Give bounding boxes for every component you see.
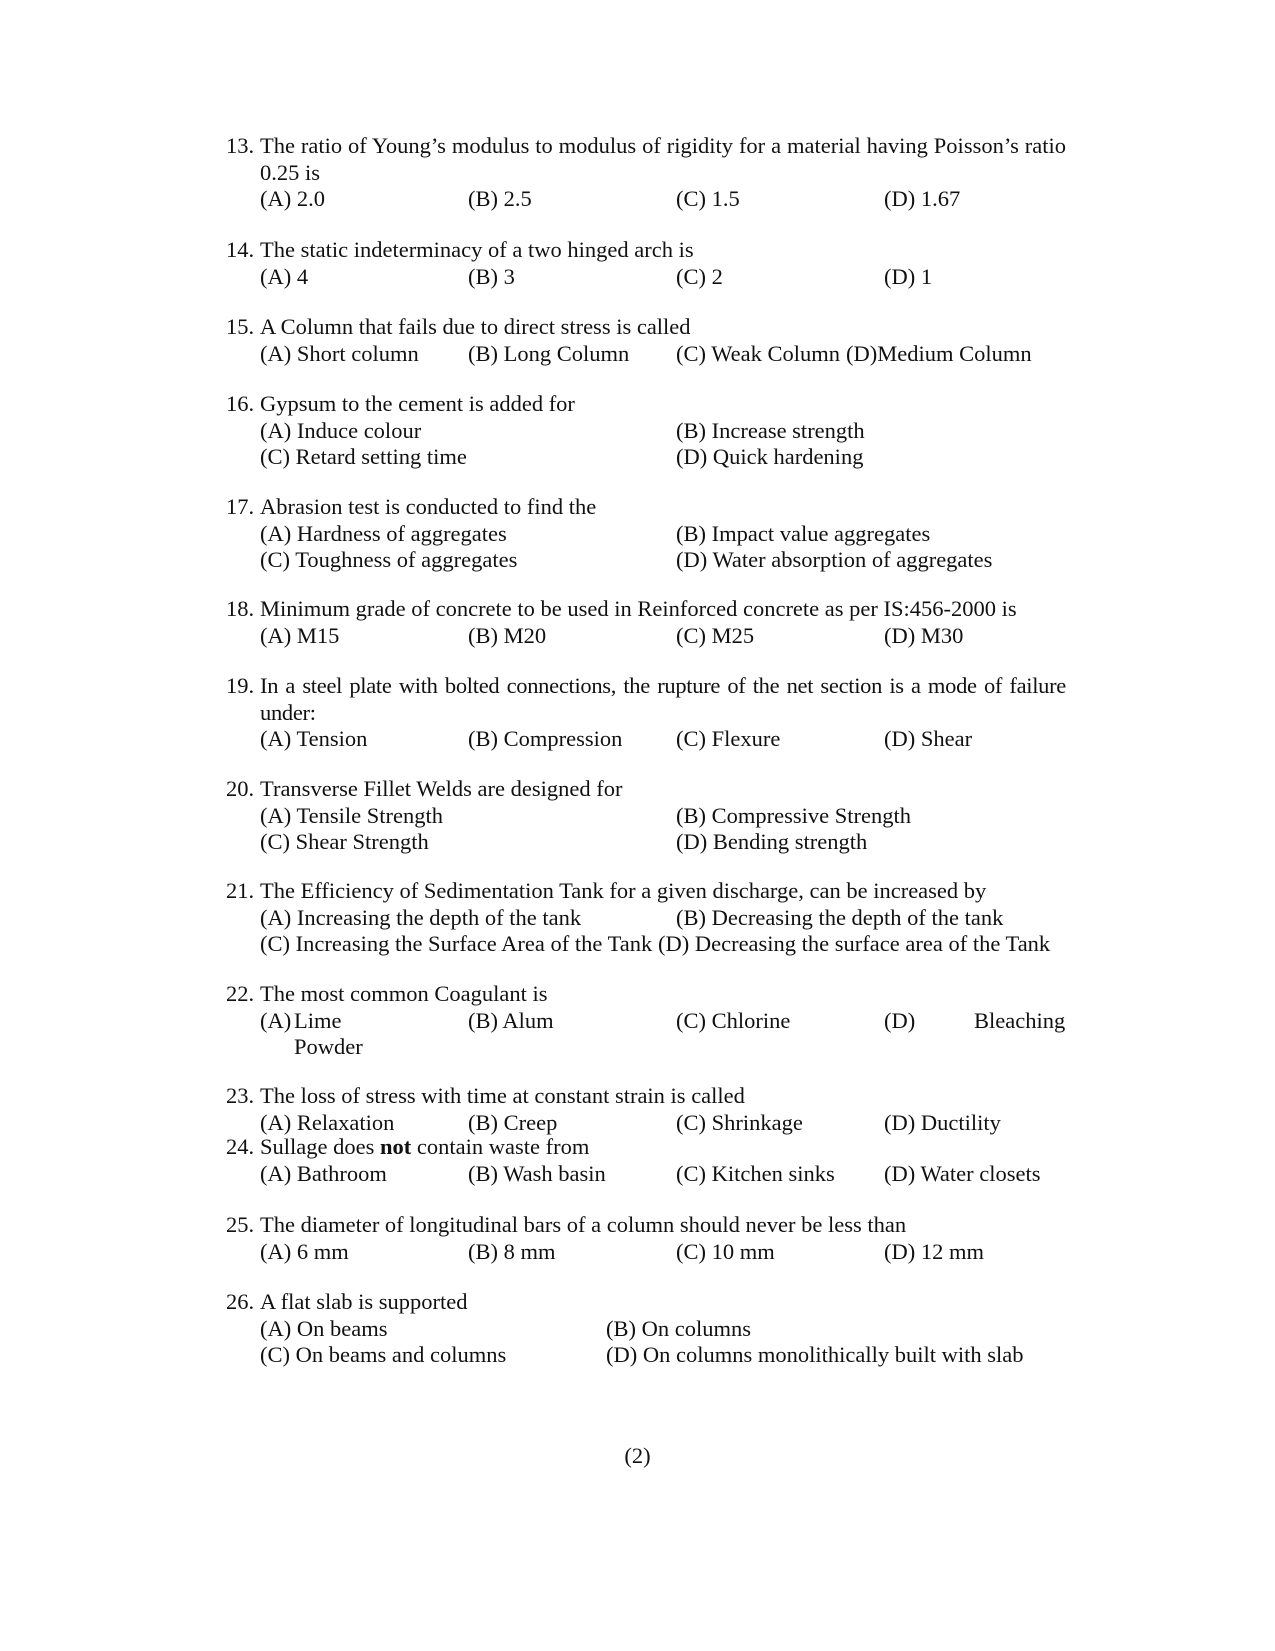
option-row [260,341,1066,368]
option-a: (A) Hardness of aggregates [260,520,507,546]
question-number: 16. [226,391,255,416]
question-text: The Efficiency of Sedimentation Tank for a given discharge, can be increased by [260,878,987,903]
question-number: 22. [226,981,255,1006]
option-d: (D) On columns monolithically built with slab [606,1342,1024,1367]
option-c: (C) Flexure [676,726,781,751]
option-row [260,1316,1066,1343]
question-15 [226,314,1066,367]
option-c: (C) 2 [676,263,723,289]
option-b: (B) M20 [468,622,547,648]
option-row [260,931,1066,958]
option-row [260,1008,1066,1061]
question-text: The most common Coagulant is [260,981,548,1006]
question-stem [226,673,1066,726]
option-d: (D)Medium Column [846,340,1032,366]
option-a: (A) Tension [260,726,368,751]
option-a: (A) Tensile Strength [260,802,443,828]
question-25 [226,1212,1066,1265]
option-b: (B) Compressive Strength [676,802,911,828]
option-d: (D) Quick hardening [676,444,864,469]
question-16 [226,391,1066,471]
question-number: 14. [226,237,255,262]
option-b: (B) Alum [468,1007,554,1033]
question-text: The diameter of longitudinal bars of a column should never be less than [260,1212,907,1237]
question-22 [226,981,1066,1061]
question-stem [226,1083,1066,1110]
option-d: (D) 1.67 [884,186,961,211]
question-text: Minimum grade of concrete to be used in Reinforced concrete as per IS:456-2000 is [260,596,1017,621]
option-c: (C) 10 mm [676,1238,775,1264]
question-text [260,1134,1066,1161]
option-row [260,1342,1066,1369]
option-c: (C) Toughness of aggregates [260,547,518,572]
option-d-label: (D) [884,1007,916,1033]
option-d: (D) Ductility [884,1109,1001,1135]
option-a: (A) Increasing the depth of the tank [260,904,582,930]
option-row [260,521,1066,548]
option-b: (B) 8 mm [468,1238,556,1264]
question-text: In a steel plate with bolted connections, the rupture of the net section is a mode of failure under: [260,673,1066,725]
option-a-label: (A) [260,1007,292,1033]
option-b: (B) Increase strength [676,417,865,443]
option-a: (A) Relaxation [260,1109,395,1135]
question-21 [226,878,1066,958]
question-stem [226,596,1066,623]
option-row [260,1239,1066,1266]
question-number: 26. [226,1289,255,1314]
option-d: (D) Water closets [884,1160,1041,1186]
question-text: A Column that fails due to direct stress is called [260,314,691,339]
option-row [260,1110,1066,1137]
option-row [260,1161,1066,1188]
question-stem [226,494,1066,521]
option-row [260,623,1066,650]
question-number: 21. [226,878,255,903]
question-13 [226,133,1066,213]
option-c: (C) Retard setting time [260,444,467,469]
question-17 [226,494,1066,574]
question-text: Abrasion test is conducted to find the [260,494,597,519]
option-row [260,186,1066,213]
option-row [260,905,1066,932]
option-d: (D) Shear [884,726,973,751]
option-c: (C) On beams and columns [260,1342,507,1367]
option-c: (C) Shear Strength [260,829,429,854]
question-text-part: Sullage does [260,1134,380,1159]
option-d: (D) 1 [884,263,933,289]
option-row [260,264,1066,291]
option-b: (B) Creep [468,1109,558,1135]
option-b: (B) Long Column [468,340,630,366]
option-c: (C) Kitchen sinks [676,1160,835,1186]
option-b: (B) Impact value aggregates [676,520,931,546]
question-number: 25. [226,1212,255,1237]
option-c: (C) 1.5 [676,186,740,211]
question-number: 23. [226,1083,255,1108]
question-20 [226,776,1066,856]
option-a-text: Lime [294,1007,342,1033]
option-d: (D) Bending strength [676,829,868,854]
question-14 [226,237,1066,290]
question-number: 18. [226,596,255,621]
option-c: (C) Increasing the Surface Area of the Tank [260,931,653,956]
question-text-part: contain waste from [411,1134,590,1159]
question-number: 15. [226,314,255,339]
question-number: 20. [226,776,255,801]
option-d-text-continued: Powder [294,1034,363,1059]
option-row [260,444,1066,471]
question-stem [226,314,1066,341]
question-text: Gypsum to the cement is added for [260,391,575,416]
option-d: (D) M30 [884,622,964,648]
page-number: (2) [624,1443,651,1468]
question-text: A flat slab is supported [260,1289,468,1314]
option-c: (C) Chlorine [676,1007,791,1033]
option-row [260,547,1066,574]
option-d: (D) 12 mm [884,1238,984,1264]
option-c: (C) Weak Column [676,340,841,366]
question-stem [226,1212,1066,1239]
option-d: (D) Water absorption of aggregates [676,547,993,572]
option-c: (C) Shrinkage [676,1109,803,1135]
option-d-text: Bleaching [974,1007,1066,1033]
question-number: 13. [226,133,255,158]
question-stem [226,1289,1066,1316]
option-row [260,726,1066,753]
question-stem [226,776,1066,803]
option-row [260,418,1066,445]
option-a: (A) 4 [260,263,309,289]
option-a: (A) Bathroom [260,1160,387,1186]
option-a: (A) 6 mm [260,1238,349,1264]
question-stem [226,981,1066,1008]
question-stem [226,237,1066,264]
option-a: (A) M15 [260,622,340,648]
question-number: 24. [226,1134,255,1159]
question-stem [226,1134,1066,1161]
question-number: 17. [226,494,255,519]
option-row [260,803,1066,830]
question-stem [226,391,1066,418]
option-b: (B) Decreasing the depth of the tank [676,904,1004,930]
question-23 [226,1083,1066,1136]
option-b: (B) 3 [468,263,515,289]
question-text: Transverse Fillet Welds are designed for [260,776,623,801]
option-c: (C) M25 [676,622,755,648]
question-text: The ratio of Young’s modulus to modulus of rigidity for a material having Poisson’s ratio 0.25 is [260,133,1066,185]
option-a: (A) On beams [260,1315,388,1341]
option-b: (B) 2.5 [468,186,532,211]
question-stem [226,133,1066,186]
option-b: (B) Compression [468,726,623,751]
option-a: (A) 2.0 [260,186,325,211]
option-a: (A) Short column [260,340,419,366]
question-text-emphasis: not [379,1134,412,1159]
question-text: The loss of stress with time at constant strain is called [260,1083,745,1108]
question-stem [226,878,1066,905]
question-text: The static indeterminacy of a two hinged arch is [260,237,694,262]
question-18 [226,596,1066,649]
question-24 [226,1134,1066,1187]
question-number: 19. [226,673,255,698]
option-b: (B) Wash basin [468,1160,606,1186]
option-d: (D) Decreasing the surface area of the Tank [658,931,1051,956]
option-a: (A) Induce colour [260,417,422,443]
option-row [260,829,1066,856]
question-19 [226,673,1066,753]
question-26 [226,1289,1066,1369]
option-b: (B) On columns [606,1315,751,1341]
